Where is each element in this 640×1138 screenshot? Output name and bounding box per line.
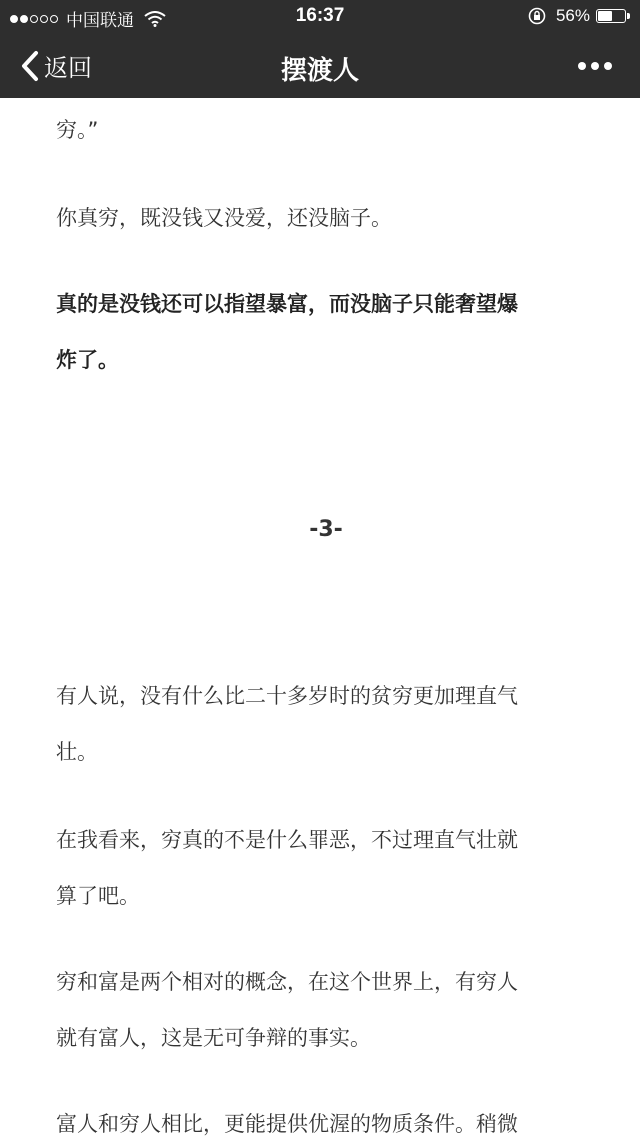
paragraph-line: 就有富人，这是无可争辩的事实。 — [56, 1026, 371, 1050]
paragraph-line: 算了吧。 — [56, 884, 140, 908]
paragraph-bold — [56, 276, 596, 388]
paragraph-line: 炸了。 — [56, 348, 119, 372]
nav-bar — [0, 34, 640, 98]
battery-fill — [598, 11, 612, 21]
battery-icon — [596, 9, 626, 23]
page-title: 摆渡人 — [280, 56, 359, 86]
paragraph — [56, 954, 596, 1066]
paragraph-line: 壮。 — [56, 740, 98, 764]
battery-tip — [627, 13, 630, 19]
paragraph-line: 有人说，没有什么比二十多岁时的贫穷更加理直气 — [56, 684, 518, 708]
more-dot-icon — [591, 62, 599, 70]
more-dot-icon — [578, 62, 586, 70]
article-content — [56, 98, 596, 1138]
paragraph-line: 真的是没钱还可以指望暴富，而没脑子只能奢望爆 — [56, 292, 518, 316]
carrier-name: 中国联通 — [66, 11, 134, 30]
paragraph: 你真穷，既没钱又没爱，还没脑子。 — [56, 206, 392, 230]
paragraph — [56, 668, 596, 780]
section-number: -3- — [309, 517, 343, 542]
rotation-lock-icon — [528, 7, 546, 25]
battery-percent: 56% — [555, 6, 590, 25]
status-right — [528, 6, 630, 26]
paragraph-line: 在我看来，穷真的不是什么罪恶，不过理直气壮就 — [56, 828, 518, 852]
paragraph: 富人和穷人相比，更能提供优渥的物质条件。稍微 — [56, 1112, 518, 1136]
paragraph-line: 穷和富是两个相对的概念，在这个世界上，有穷人 — [56, 970, 518, 994]
more-options-button[interactable] — [573, 62, 612, 70]
status-time: 16:37 — [295, 5, 345, 26]
paragraph: 穷。” — [56, 118, 99, 142]
more-dot-icon — [604, 62, 612, 70]
paragraph — [56, 812, 596, 924]
back-label: 返回 — [44, 54, 92, 82]
status-bar — [0, 0, 640, 34]
